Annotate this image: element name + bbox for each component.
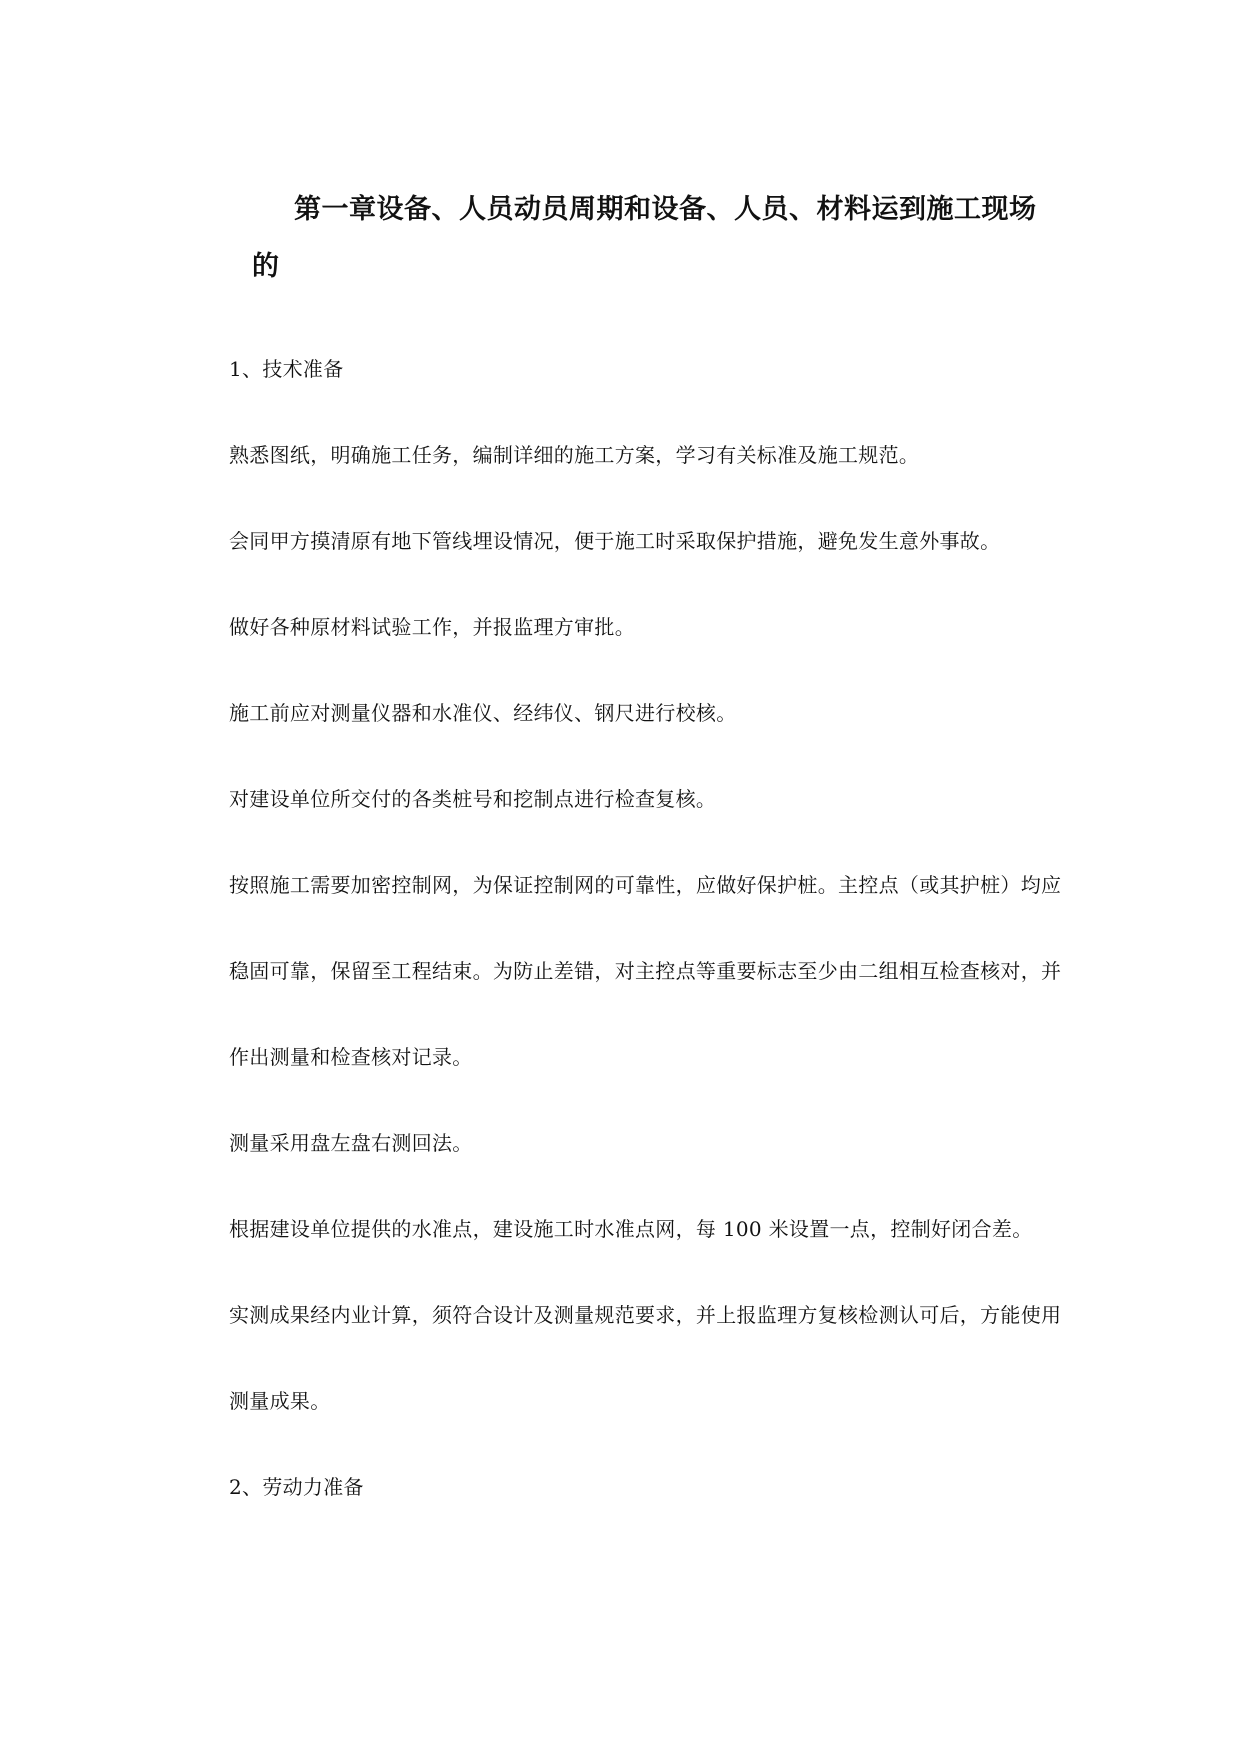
- chapter-title-line-1: 第一章设备、人员动员周期和设备、人员、材料运到施工现场: [294, 194, 1037, 225]
- chapter-title-line-2: 的: [252, 251, 280, 282]
- paragraph: 实测成果经内业计算，须符合设计及测量规范要求，并上报监理方复核检测认可后，方能使用: [229, 1303, 1062, 1327]
- paragraph: 根据建设单位提供的水准点，建设施工时水准点网，每 100 米设置一点，控制好闭合差。: [229, 1217, 1033, 1241]
- paragraph: 做好各种原材料试验工作，并报监理方审批。: [229, 615, 635, 639]
- paragraph: 稳固可靠，保留至工程结束。为防止差错，对主控点等重要标志至少由二组相互检查核对，并: [229, 959, 1062, 983]
- paragraph: 按照施工需要加密控制网，为保证控制网的可靠性，应做好保护桩。主控点（或其护桩）均应: [229, 873, 1062, 897]
- paragraph: 会同甲方摸清原有地下管线埋设情况，便于施工时采取保护措施，避免发生意外事故。: [229, 529, 1001, 553]
- paragraph: 施工前应对测量仪器和水准仪、经纬仪、钢尺进行校核。: [229, 701, 737, 725]
- paragraph: 对建设单位所交付的各类桩号和挖制点进行检查复核。: [229, 787, 717, 811]
- section-heading-technical: 1、技术准备: [229, 357, 344, 381]
- paragraph: 测量采用盘左盘右测回法。: [229, 1131, 473, 1155]
- paragraph: 测量成果。: [229, 1389, 331, 1413]
- paragraph: 熟悉图纸，明确施工任务，编制详细的施工方案，学习有关标准及施工规范。: [229, 443, 920, 467]
- paragraph: 作出测量和检查核对记录。: [229, 1045, 473, 1069]
- section-heading-labor: 2、劳动力准备: [229, 1475, 364, 1499]
